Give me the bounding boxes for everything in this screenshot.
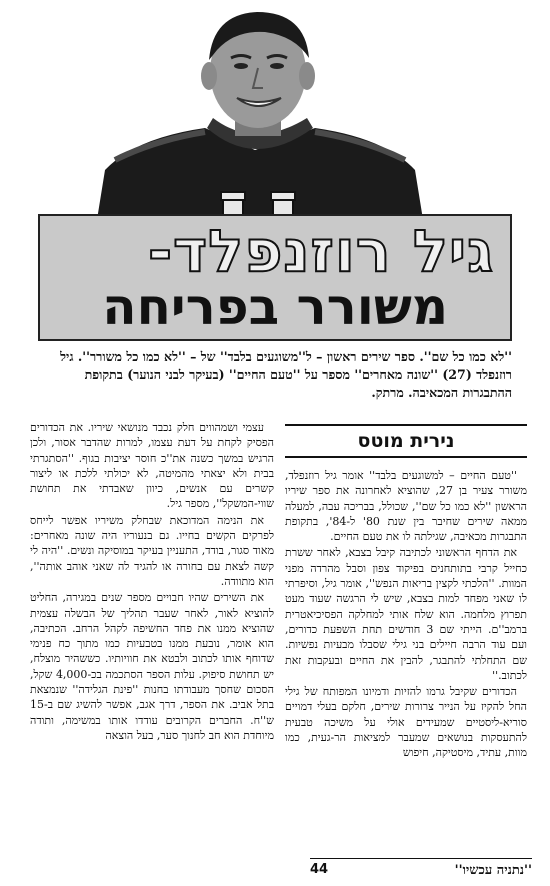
paragraph: הכדורים שקיבל גרמו להזיות ודמיונו המפותח של גילי החל להקיז על הנייר צרורות שירים, חלקם בעלי דמויים סוריא-ליסטיים שמעידים אולי על משיכה טבעית להתעסקות בנושאים שמעבר למציאות הר-געית, כמו מוות, עתיד, מיסטיקה, חיפוש: [285, 685, 527, 760]
author-byline: נירית מוטס: [285, 424, 527, 458]
portrait-photo: [95, 0, 425, 232]
paragraph: את הנימה המדוכאת שבחלק משיריו אפשר לייחס לפרקים הקשים בחייו. גם בנעוריו היה שונה מאחרים: מאוד סגור, בודד, התעניין בעיקר במוסיקה ונשים. ''היה לי קשה לצאת עם בחורה או להגיד לה שאני אוהב אותה'', הוא מתוודה.: [30, 513, 274, 588]
headline-subtitle: משורר בפריחה: [102, 278, 448, 336]
headline-box: [38, 214, 512, 341]
paragraph: ''טעם החיים – למשוגעים בלבד'' אומר גיל רוזנפלד, משורר צעיר בן 27, שהוציא לאחרונה את ספר שיריו הראשון ''לא כמו כל שם'', שכולל, בבריכה עבה, למעלה ממאה שירים שחיבר בין שנת 80' ל-84', בתקופת התבגרות מכאיבה, שגילתה לו את טעם החיים.: [285, 469, 528, 544]
article-column-left: [30, 420, 274, 744]
page-number: 44: [310, 862, 329, 877]
article-column-right: [285, 420, 527, 762]
article-deck: [38, 348, 512, 402]
paragraph: את השירים שהיו חבויים מספר שנים במגירה, החליט להוציא לאור, לאחר שעבר תהליך של הבשלה עצמית שהוציא ממנו את פחד החשיפה לקהל הרחב. הכתיבה, הוא אומר, נובעת ממנו בטבעיות כמו מתוך כח פנימי שדוחף אותו לכתוב ולבטא את חוויותיו. כששהיר מוצלח, יש תחושת סיפוק. עלות הספר הסתכמה בכ-4,000 שקל, הסכום שחסך מעבודתו בחנות ''פינת הגלידה'' שנמצאת בתל אביב. את הספר, דרך אגב, אפשר להשיג שם ב-15 ש''ח. החברים הקרובים עודדו אותו במשימה, ותודה מיוחדת הוא חב לחנוך סער, בעל הוצאה: [30, 591, 274, 742]
paragraph: את הדחף הראשוני לכתיבה קיבל בצבא, לאחר ששרת כחייל קרבי בתותחנים בפיקוד צפון וסבל מהרדה מפני המוות. ''הלכתי לקצין בריאות הנפש'', אומר גיל, וסיפרתי לו שאני מפחד למות בצבא, שיש לי הרגשה שעוד מעט תפרוץ מלחמה. הוא שלח אותי למחלקה הפסיכיאטרית ברמב''ם. הייתי שם 3 חודשים תחת השפעת כדורים, ועם עוד הרבה חיילים בני גילי שסבלו מבעיות נפשיות. שם התחלתי להתבגר, להבין את החיים ובעקבות זאת לכתוב.'': [285, 546, 527, 682]
publication-name: ''נתניה עכשיו'': [454, 863, 532, 878]
paragraph: עצמי ושמהווים חלק נכבד מנושאי שיריו. את הכדורים הפסיק לקחת על דעת עצמו, למרות שהדבר אסור, ולכן הרגיש במשך כשנה את''כ חוסר יציבות בגוף. ''הסתגרתי בבית ולא יצאתי מהמיטה, לא יכולתי ללכת או ליצור קשרים עם אנשים, כיוון שאבדתי את תחושת שווי-המשקל'', מספר גיל.: [30, 421, 274, 511]
deck-text: ''לא כמו כל שם''. ספר שירים ראשון – ל''משוגעים בלבד'' של – ''לא כמו כל משורר''. גיל רוזנפלד (27) ''שונה מאחרים'' מספר על ''טעם החיים'' (בעיקר לבני הנוער) בתקופת ההתבגרות המכאיבה. מרתק.: [60, 349, 512, 400]
page-footer: [310, 858, 532, 878]
headline-name: גיל רוזנפלד-: [147, 217, 494, 285]
